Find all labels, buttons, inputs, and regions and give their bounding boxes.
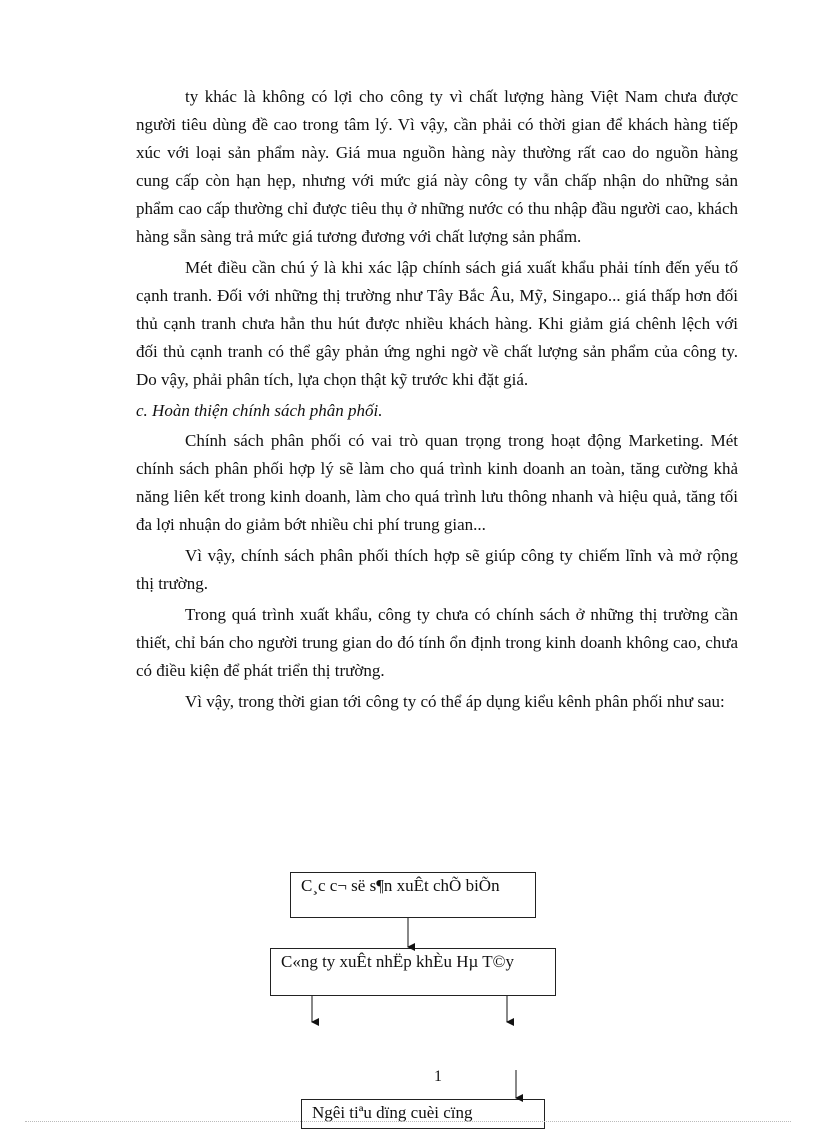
diagram-box-company: C«ng ty xuÊt nhËp khÈu Hµ T©y (270, 948, 556, 996)
page-break-line (25, 1121, 791, 1122)
paragraph-6: Vì vậy, trong thời gian tới công ty có thể áp dụng kiểu kênh phân phối như sau: (185, 692, 725, 711)
section-heading: c. Hoàn thiện chính sách phân phối. (136, 401, 383, 420)
diagram-box-consumers: Ngêi tiªu dïng cuèi cïng (301, 1099, 545, 1129)
paragraph-4: Vì vậy, chính sách phân phối thích hợp sẽ giúp công ty chiếm lĩnh và mở rộng thị trường. (136, 546, 738, 593)
paragraph-2: Mét điều cần chú ý là khi xác lập chính sách giá xuất khẩu phải tính đến yếu tố cạnh tranh. Đối với những thị trường như Tây Bắc Âu, Mỹ, Singapo... giá thấp hơn đối thủ cạnh tranh chưa hẳn thu hút được nhiều khách hàng. Khi giảm giá chênh lệch với đối thủ cạnh tranh có thể gây phản ứng nghi ngờ về chất lượng sản phẩm của công ty. Do vậy, phải phân tích, lựa chọn thật kỹ trước khi đặt giá. (136, 258, 738, 389)
paragraph-5: Trong quá trình xuất khẩu, công ty chưa có chính sách ở những thị trường cần thiết, chỉ bán cho người trung gian do đó tính ổn định trong kinh doanh không cao, chưa có điều kiện để phát triển thị trường. (136, 605, 738, 680)
paragraph-3: Chính sách phân phối có vai trò quan trọng trong hoạt động Marketing. Mét chính sách phân phối hợp lý sẽ làm cho quá trình kinh doanh an toàn, tăng cường khả năng liên kết trong kinh doanh, làm cho quá trình lưu thông nhanh và hiệu quả, tăng tối đa lợi nhuận do giảm bớt nhiều chi phí trung gian... (136, 431, 738, 534)
page-number: 1 (434, 1068, 442, 1085)
paragraph-1: ty khác là không có lợi cho công ty vì chất lượng hàng Việt Nam chưa được người tiêu dùng đề cao trong tâm lý. Vì vậy, cần phải có thời gian để khách hàng tiếp xúc với loại sản phẩm này. Giá mua nguồn hàng này thường rất cao do nguồn hàng cung cấp còn hạn hẹp, nhưng với mức giá này công ty vẫn chấp nhận do những sản phẩm cao cấp thường chỉ được tiêu thụ ở những nước có thu nhập đầu người cao, khách hàng sẵn sàng trả mức giá tương đương với chất lượng sản phẩm. (136, 87, 738, 246)
diagram-box-producers: C¸c c¬ së s¶n xuÊt chÕ biÕn (290, 872, 536, 918)
